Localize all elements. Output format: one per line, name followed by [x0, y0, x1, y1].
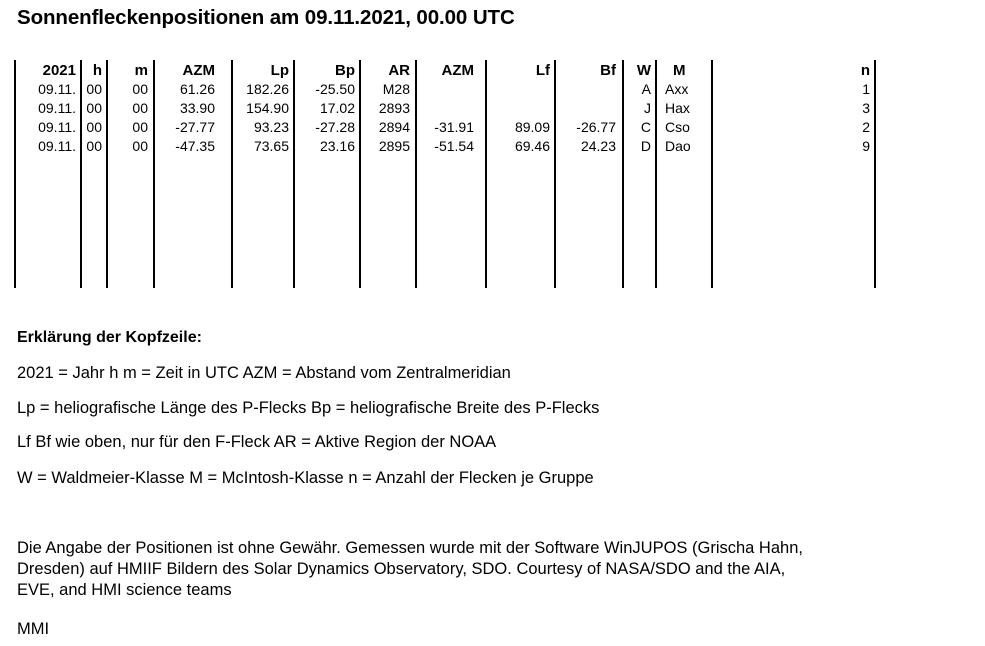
cell-azm-f: -31.91	[434, 119, 474, 135]
header-hour: h	[92, 62, 102, 79]
cell-mcintosh: Dao	[665, 138, 691, 154]
column-separator	[359, 60, 361, 288]
cell-bp: -27.28	[315, 119, 355, 135]
cell-year: 09.11.	[38, 119, 76, 135]
cell-azm-f: -51.54	[434, 138, 474, 154]
cell-count: 1	[862, 81, 870, 97]
cell-count: 3	[862, 100, 870, 116]
explanation-heading: Erklärung der Kopfzeile:	[17, 329, 202, 346]
cell-minute: 00	[132, 138, 148, 154]
header-bf: Bf	[600, 62, 616, 79]
column-separator	[80, 60, 82, 288]
cell-hour: 00	[86, 100, 102, 116]
sunspot-table	[14, 60, 884, 288]
signature: MMI	[17, 620, 50, 638]
disclaimer-line: EVE, and HMI science teams	[17, 581, 232, 599]
cell-azm-p: -27.77	[175, 119, 215, 135]
cell-ar: 2893	[378, 100, 410, 116]
cell-waldmeier: C	[640, 119, 651, 135]
cell-mcintosh: Cso	[665, 119, 690, 135]
header-lp: Lp	[270, 62, 289, 79]
cell-lf: 69.46	[514, 138, 550, 154]
cell-lp: 154.90	[246, 100, 289, 116]
column-separator	[293, 60, 295, 288]
column-separator	[655, 60, 657, 288]
explanation-line: Lf Bf wie oben, nur für den F-Fleck AR = Aktive Region der NOAA	[17, 433, 497, 451]
cell-year: 09.11.	[38, 81, 76, 97]
header-year: 2021	[42, 62, 76, 79]
column-separator	[711, 60, 713, 288]
header-azm-p: AZM	[182, 62, 215, 79]
explanation-line: 2021 = Jahr h m = Zeit in UTC AZM = Abstand vom Zentralmeridian	[17, 364, 511, 382]
cell-azm-p: -47.35	[175, 138, 215, 154]
cell-waldmeier: A	[641, 81, 651, 97]
column-separator	[231, 60, 233, 288]
header-ar: AR	[388, 62, 410, 79]
cell-bp: -25.50	[315, 81, 355, 97]
cell-lp: 73.65	[253, 138, 289, 154]
cell-count: 9	[862, 138, 870, 154]
header-bp: Bp	[335, 62, 355, 79]
header-azm-f: AZM	[441, 62, 474, 79]
header-waldmeier: W	[636, 62, 651, 79]
header-mcintosh: M	[673, 62, 686, 79]
page-title: Sonnenfleckenpositionen am 09.11.2021, 00.00 UTC	[17, 6, 515, 29]
cell-ar: 2895	[378, 138, 410, 154]
cell-ar: M28	[382, 81, 410, 97]
header-count: n	[860, 62, 870, 79]
cell-azm-p: 33.90	[179, 100, 215, 116]
cell-bf: 24.23	[580, 138, 616, 154]
header-minute: m	[134, 62, 148, 79]
cell-minute: 00	[132, 81, 148, 97]
disclaimer-line: Die Angabe der Positionen ist ohne Gewähr. Gemessen wurde mit der Software WinJUPOS (Grischa Hahn,	[17, 539, 803, 557]
column-separator	[485, 60, 487, 288]
disclaimer-line: Dresden) auf HMIIF Bildern des Solar Dynamics Observatory, SDO. Courtesy of NASA/SDO and the AIA,	[17, 560, 786, 578]
cell-lf: 89.09	[514, 119, 550, 135]
cell-waldmeier: J	[644, 100, 651, 116]
cell-azm-p: 61.26	[179, 81, 215, 97]
cell-hour: 00	[86, 138, 102, 154]
cell-year: 09.11.	[38, 100, 76, 116]
cell-lp: 182.26	[246, 81, 289, 97]
cell-mcintosh: Hax	[665, 100, 690, 116]
column-separator	[415, 60, 417, 288]
disclaimer-note	[17, 538, 982, 601]
explanation-line: W = Waldmeier-Klasse M = McIntosh-Klasse n = Anzahl der Flecken je Gruppe	[17, 469, 594, 487]
cell-ar: 2894	[378, 119, 410, 135]
cell-mcintosh: Axx	[665, 81, 689, 97]
cell-lp: 93.23	[253, 119, 289, 135]
cell-hour: 00	[86, 81, 102, 97]
explanation-line: Lp = heliografische Länge des P-Flecks Bp = heliografische Breite des P-Flecks	[17, 399, 600, 417]
cell-bf: -26.77	[576, 119, 616, 135]
column-separator	[622, 60, 624, 288]
cell-minute: 00	[132, 119, 148, 135]
header-lf: Lf	[535, 62, 550, 79]
column-separator	[554, 60, 556, 288]
column-separator	[106, 60, 108, 288]
cell-bp: 17.02	[319, 100, 355, 116]
cell-bp: 23.16	[319, 138, 355, 154]
cell-hour: 00	[86, 119, 102, 135]
cell-count: 2	[862, 119, 870, 135]
column-separator	[153, 60, 155, 288]
cell-minute: 00	[132, 100, 148, 116]
cell-year: 09.11.	[38, 138, 76, 154]
column-separator	[874, 60, 876, 288]
cell-waldmeier: D	[640, 138, 651, 154]
column-separator	[14, 60, 16, 288]
